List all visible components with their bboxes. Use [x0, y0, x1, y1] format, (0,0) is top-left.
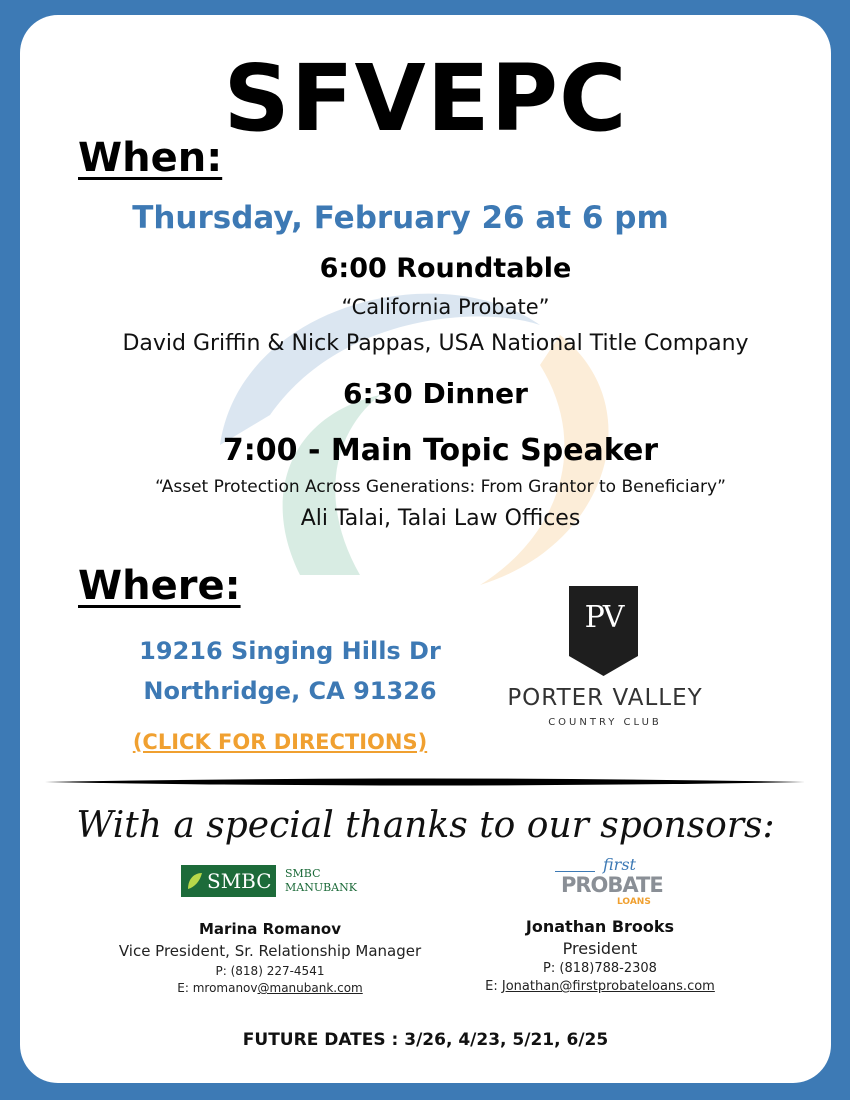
- venue-address: [120, 631, 460, 711]
- event-date: Thursday, February 26 at 6 pm: [132, 200, 669, 236]
- section-divider: [45, 775, 805, 789]
- smbc-side-line-2: MANUBANK: [285, 881, 357, 894]
- first-probate-logo: [555, 855, 663, 911]
- roundtable-topic: “California Probate”: [341, 295, 550, 319]
- future-dates: FUTURE DATES : 3/26, 4/23, 5/21, 6/25: [242, 1030, 609, 1050]
- main-speaker-heading: 7:00 - Main Topic Speaker: [222, 433, 659, 468]
- dinner-heading: 6:30 Dinner: [343, 377, 528, 410]
- page-title: SFVEPC: [223, 45, 628, 152]
- main-speaker: Ali Talai, Talai Law Offices: [300, 506, 581, 531]
- smbc-leaf-icon: [186, 871, 204, 891]
- smbc-contact-email: [90, 981, 450, 995]
- probate-contact-name: Jonathan Brooks: [525, 917, 675, 936]
- probate-email-link[interactable]: Jonathan@firstprobateloans.com: [501, 979, 715, 994]
- smbc-email-prefix: E: mromanov: [177, 981, 258, 995]
- directions-link[interactable]: (CLICK FOR DIRECTIONS): [132, 730, 428, 754]
- smbc-contact-phone: P: (818) 227-4541: [215, 964, 325, 978]
- probate-contact: [430, 917, 770, 994]
- porter-valley-sub: COUNTRY CLUB: [548, 717, 662, 728]
- smbc-contact-name: Marina Romanov: [199, 920, 341, 938]
- probate-logo-sub: LOANS: [617, 897, 651, 907]
- address-line-1: 19216 Singing Hills Dr: [139, 637, 441, 665]
- probate-logo-line: [555, 871, 595, 872]
- roundtable-heading: 6:00 Roundtable: [319, 253, 572, 284]
- porter-valley-name: PORTER VALLEY: [507, 685, 703, 711]
- smbc-side-line-1: SMBC: [285, 867, 321, 880]
- smbc-logo-text: SMBC: [207, 869, 272, 893]
- sponsors-heading: With a special thanks to our sponsors:: [76, 805, 775, 846]
- probate-contact-email: [430, 979, 770, 994]
- where-label: Where:: [78, 563, 241, 609]
- smbc-logo: [181, 865, 276, 897]
- smbc-side-text: [285, 867, 357, 895]
- probate-logo-script: first: [603, 855, 636, 874]
- roundtable-speakers: David Griffin & Nick Pappas, USA National Title Company: [122, 331, 749, 356]
- porter-valley-badge: [569, 586, 638, 676]
- probate-contact-phone: P: (818)788-2308: [543, 961, 657, 976]
- smbc-contact-role: Vice President, Sr. Relationship Manager: [118, 942, 422, 960]
- when-label: When:: [78, 135, 223, 181]
- smbc-email-link[interactable]: @manubank.com: [257, 981, 363, 995]
- probate-email-prefix: E:: [485, 979, 502, 994]
- address-line-2: Northridge, CA 91326: [143, 677, 437, 705]
- flyer-card: [20, 15, 831, 1083]
- probate-logo-main: PROBATE: [561, 873, 663, 897]
- probate-contact-role: President: [562, 939, 638, 958]
- smbc-contact: [90, 920, 450, 995]
- porter-valley-initials: PV: [584, 600, 623, 635]
- main-topic: “Asset Protection Across Generations: From Grantor to Beneficiary”: [155, 477, 726, 497]
